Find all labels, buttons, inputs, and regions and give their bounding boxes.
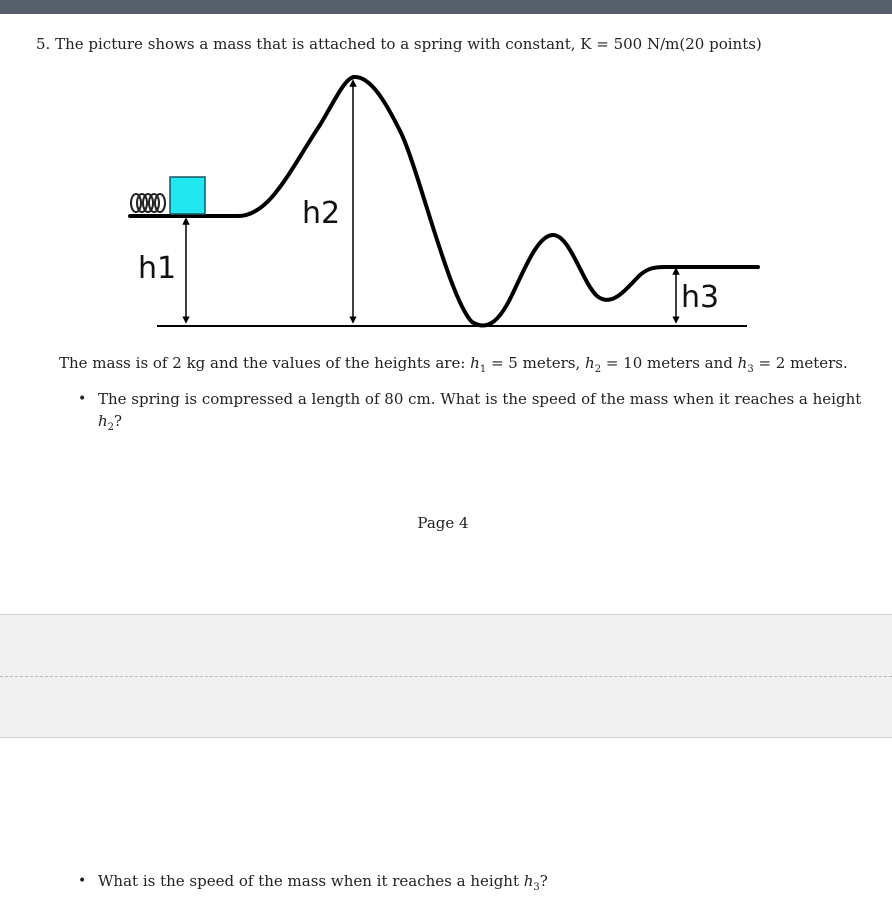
q1-text: The spring is compressed a length of 80 cm. What is the speed of the mass when it reaches a height [98,390,862,408]
page-break-dash [0,676,892,677]
h3-sub: 3 [747,364,754,375]
question-list-1 [78,388,878,439]
q1-sub: 2 [107,422,115,433]
list-item [78,870,878,899]
h2-label: h2 [302,196,341,231]
q2-var: h [523,872,534,890]
figure-svg [120,70,770,335]
bullet-icon: • [78,391,87,407]
question-title: 5. The picture shows a mass that is attached to a spring with constant, K = 500 N/m(20 points) [36,35,762,53]
h3-label: h3 [681,280,720,315]
question-list-2 [78,870,878,899]
q2-end: ? [539,872,548,890]
q2-text: What is the speed of the mass when it reaches a height [98,872,524,890]
h3-value: = 2 meters. [753,354,848,372]
q1-end: ? [114,412,123,430]
question-1-text [98,388,878,439]
given-intro: The mass is of 2 kg and the values of the heights are: [59,354,466,372]
top-bar [0,0,892,14]
page-footer [0,514,892,532]
list-item [78,388,878,439]
bullet-icon: • [78,873,87,889]
h2-sub: 2 [594,364,602,375]
q1-var: h [98,412,108,430]
q2-sub: 3 [533,882,540,893]
mass-block [170,177,205,214]
track-curve [130,77,758,326]
question-2-text [98,870,878,899]
h1-var: h [470,354,480,372]
h2-var: h [585,354,595,372]
h1-label: h1 [138,251,177,286]
page-number: Page 4 [417,514,469,532]
h3-var: h [737,354,748,372]
h1-value: = 5 meters, [486,354,586,372]
given-values [59,354,848,375]
h1-sub: 1 [479,364,487,375]
h2-value: = 10 meters and [601,354,738,372]
spring-track-figure [120,70,770,335]
spring-icon [131,194,165,212]
page-break [0,614,892,738]
